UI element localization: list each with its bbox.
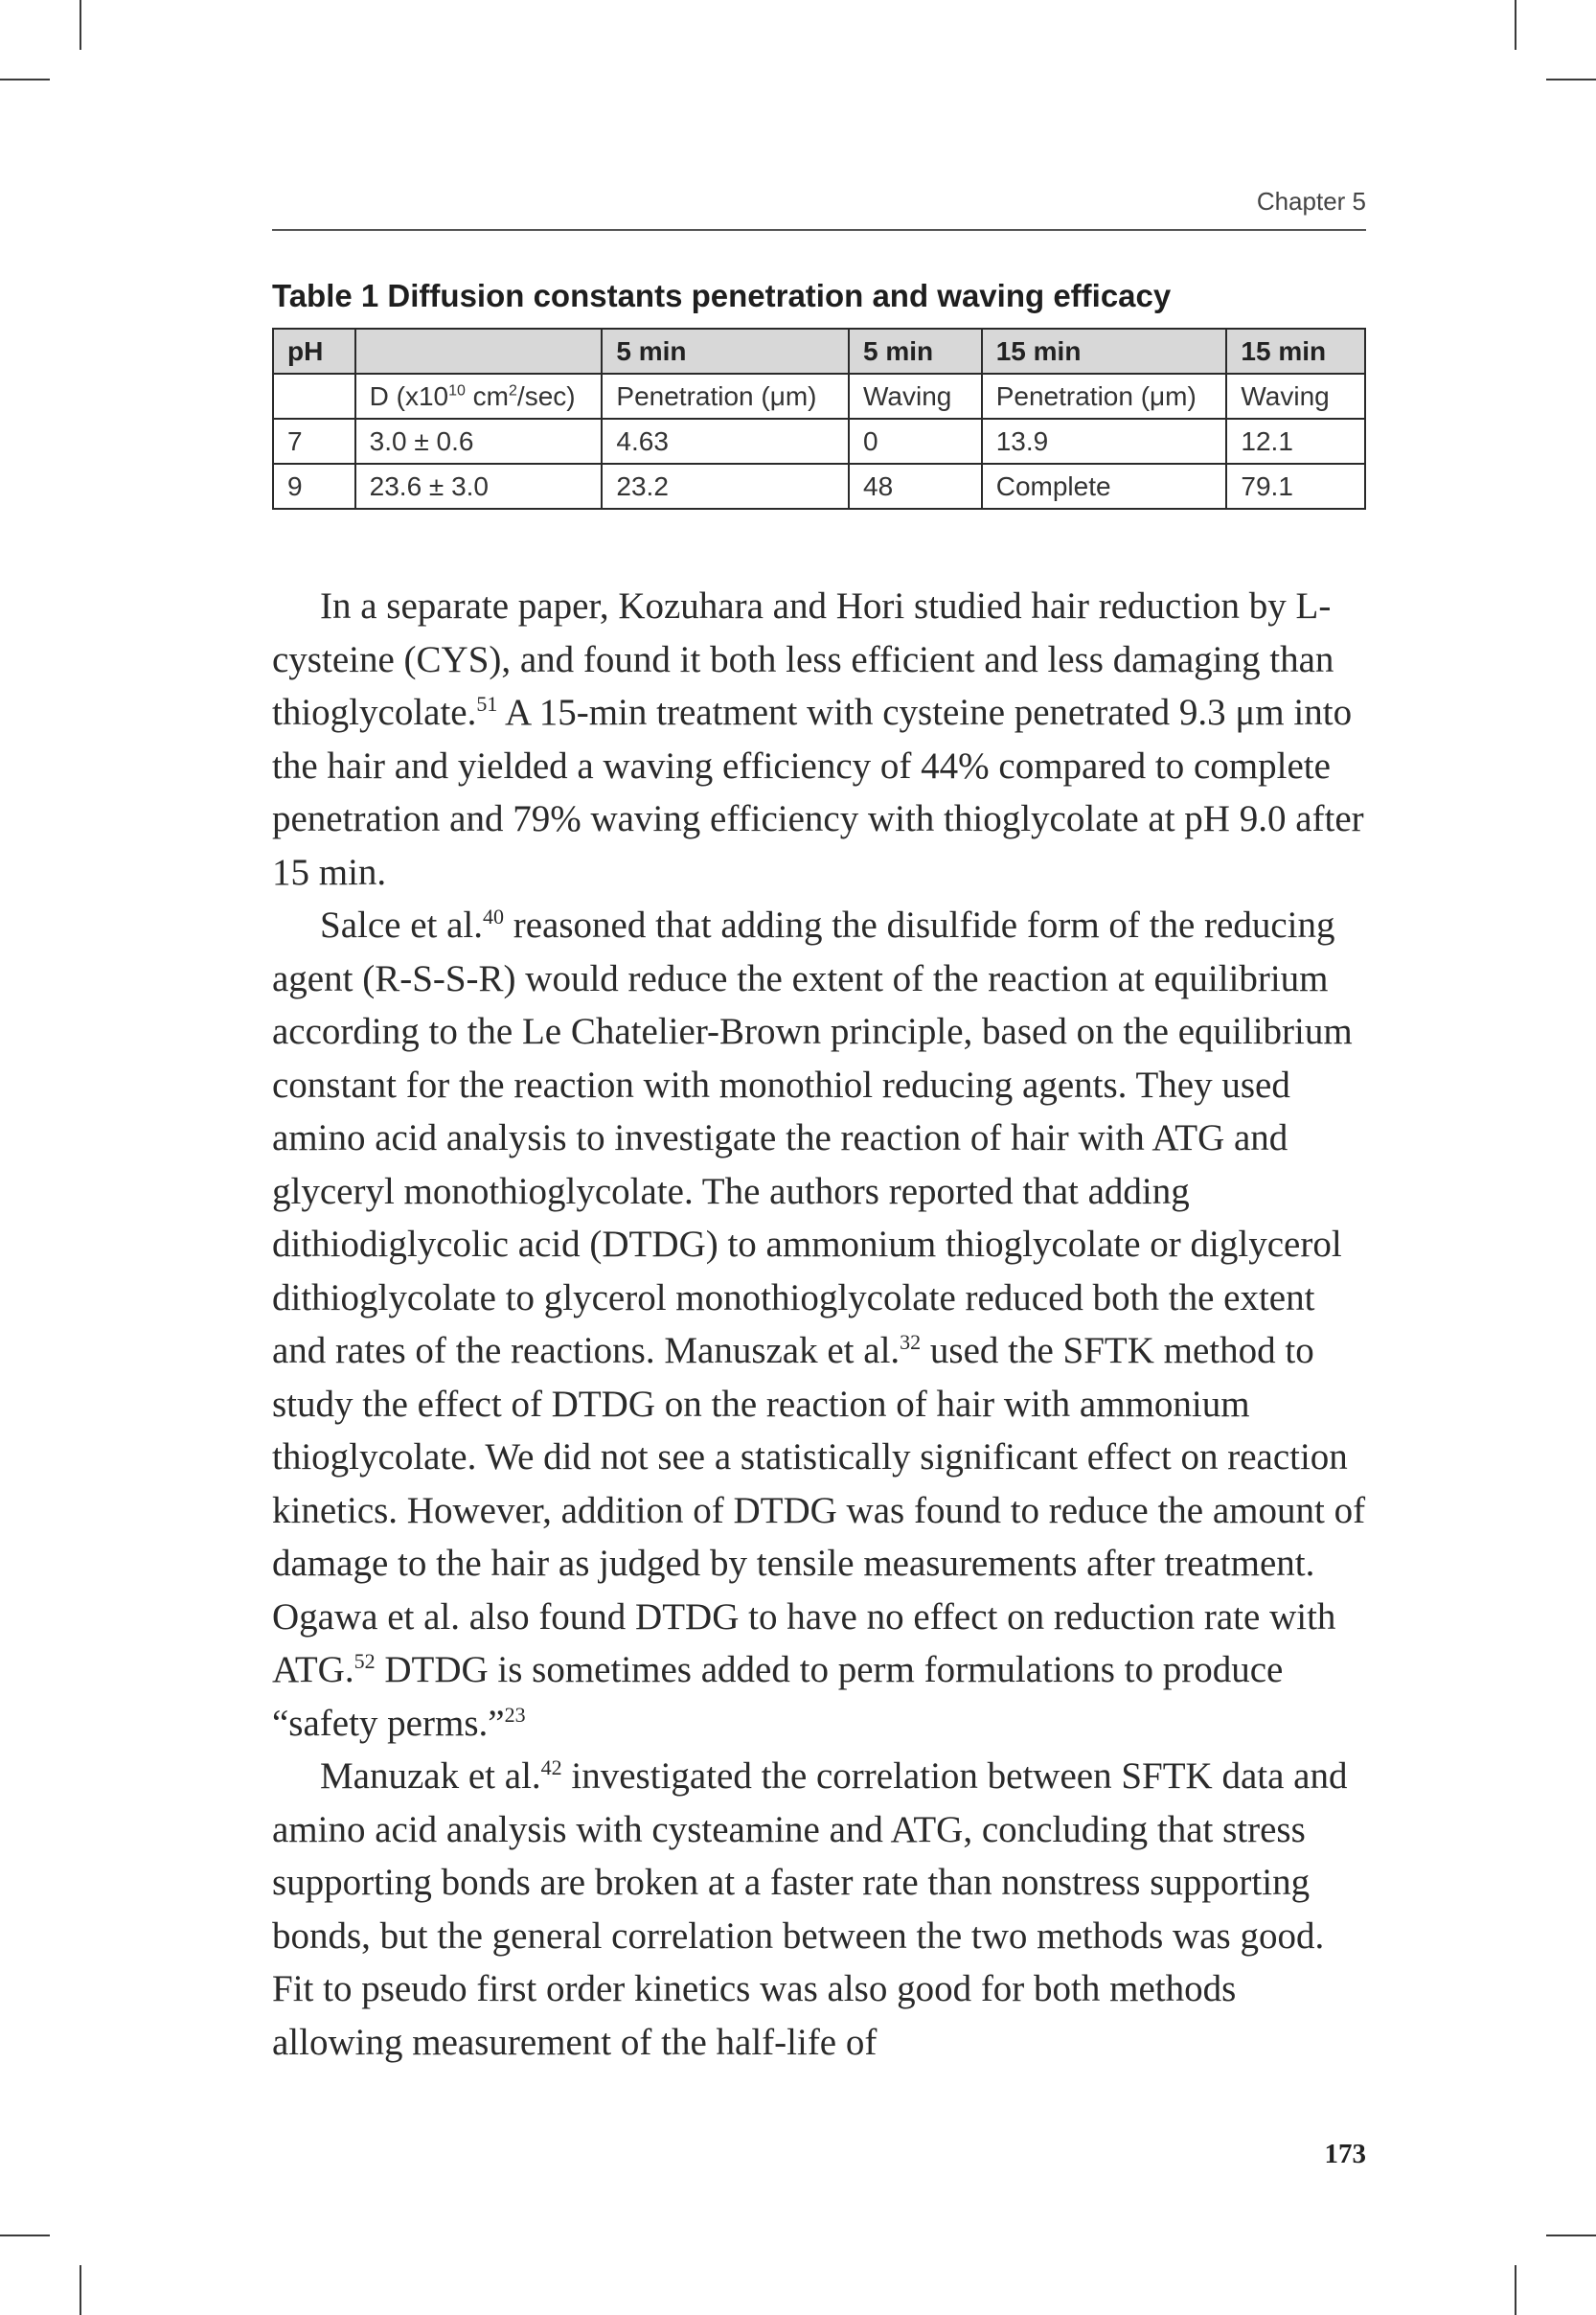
table-cell: Waving [849,374,982,419]
table-cell: 4.63 [602,419,849,464]
table-header-cell: pH [273,329,355,374]
table-cell: 0 [849,419,982,464]
table-cell: 23.6 ± 3.0 [355,464,603,509]
running-head: Chapter 5 [1256,187,1366,216]
table-cell: 3.0 ± 0.6 [355,419,603,464]
table-cell: Penetration (μm) [602,374,849,419]
table-cell: 7 [273,419,355,464]
crop-mark [1515,0,1516,50]
table-subheader-row [273,374,1365,419]
citation-ref: 52 [353,1649,376,1673]
table-cell: Waving [1226,374,1365,419]
table-row [273,419,1365,464]
crop-mark [80,0,81,50]
table-header-row [273,329,1365,374]
table-header-cell: 15 min [1226,329,1365,374]
citation-ref: 40 [483,905,504,928]
table-cell [273,374,355,419]
citation-ref: 23 [504,1702,526,1727]
crop-mark [1515,2265,1516,2315]
table-cell: 79.1 [1226,464,1365,509]
table-cell: 9 [273,464,355,509]
paragraph: In a separate paper, Kozuhara and Hori studied hair reduction by L-cysteine (CYS), and found it both less efficient and less damaging than thioglycolate.$^{51}$ A 15-min treatment with cysteine penetrated 9.3 μm into the hair and yielded a waving efficiency of 44% compared to complete penetration and 79% waving efficiency with thioglycolate at pH 9.0 after 15 min. [272,585,1364,893]
crop-mark [0,2235,50,2236]
header-rule [272,229,1366,231]
crop-mark [0,79,50,80]
table-cell: 13.9 [982,419,1227,464]
table-cell: Complete [982,464,1227,509]
crop-mark [1546,79,1596,80]
citation-ref: 32 [900,1330,922,1354]
table-header-cell: 5 min [602,329,849,374]
table-header-cell [355,329,603,374]
table-cell: 12.1 [1226,419,1365,464]
table-row [273,464,1365,509]
table-cell: 48 [849,464,982,509]
crop-mark [80,2265,81,2315]
paragraph: Manuzak et al.$^{42}$ investigated the correlation between SFTK data and amino acid analysis with cysteamine and ATG, concluding that stress supporting bonds are broken at a faster rate than nonstress supporting bonds, but the general correlation between the two methods was good. Fit to pseudo first order kinetics was also good for both methods allowing measurement of the half-life of [272,1755,1348,2063]
citation-ref: 51 [476,692,498,716]
crop-mark [1546,2235,1596,2236]
table-header-cell: 5 min [849,329,982,374]
body-text [272,580,1374,2069]
diffusion-table [272,328,1366,510]
citation-ref: 42 [540,1755,562,1779]
paragraph: Salce et al.$^{40}$ reasoned that adding the disulfide form of the reducing agent (R-S-S-R) would reduce the extent of the reaction at equilibrium according to the Le Chatelier-Brown principle, based on the equilibrium constant for the reaction with monothiol reducing agents. They used amino acid analysis to investigate the reaction of hair with ATG and glyceryl monothioglycolate. The authors reported that adding dithiodiglycolic acid (DTDG) to ammonium thioglycolate or diglycerol dithioglycolate to glycerol monothioglycolate reduced both the extent and rates of the reactions. Manuszak et al.$^{32}$ used the SFTK method to study the effect of DTDG on the reaction of hair with ammonium thioglycolate. We did not see a statistically significant effect on reaction kinetics. However, addition of DTDG was found to reduce the amount of damage to the hair as judged by tensile measurements after treatment. Ogawa et al. also found DTDG to have no effect on reduction rate with ATG.$^{52}$ DTDG is sometimes added to perm formulations to produce “safety perms.”$^{23}$ [272,905,1366,1744]
table-header-cell: 15 min [982,329,1227,374]
diffusion-constant-label: D ($x10^{10}$ $cm^2/\sec$) [355,374,603,419]
table-cell: Penetration (μm) [982,374,1227,419]
table-cell: 23.2 [602,464,849,509]
page-number: 173 [1324,2139,1366,2169]
table-caption: Table 1 Diffusion constants penetration and waving efficacy [272,278,1172,313]
